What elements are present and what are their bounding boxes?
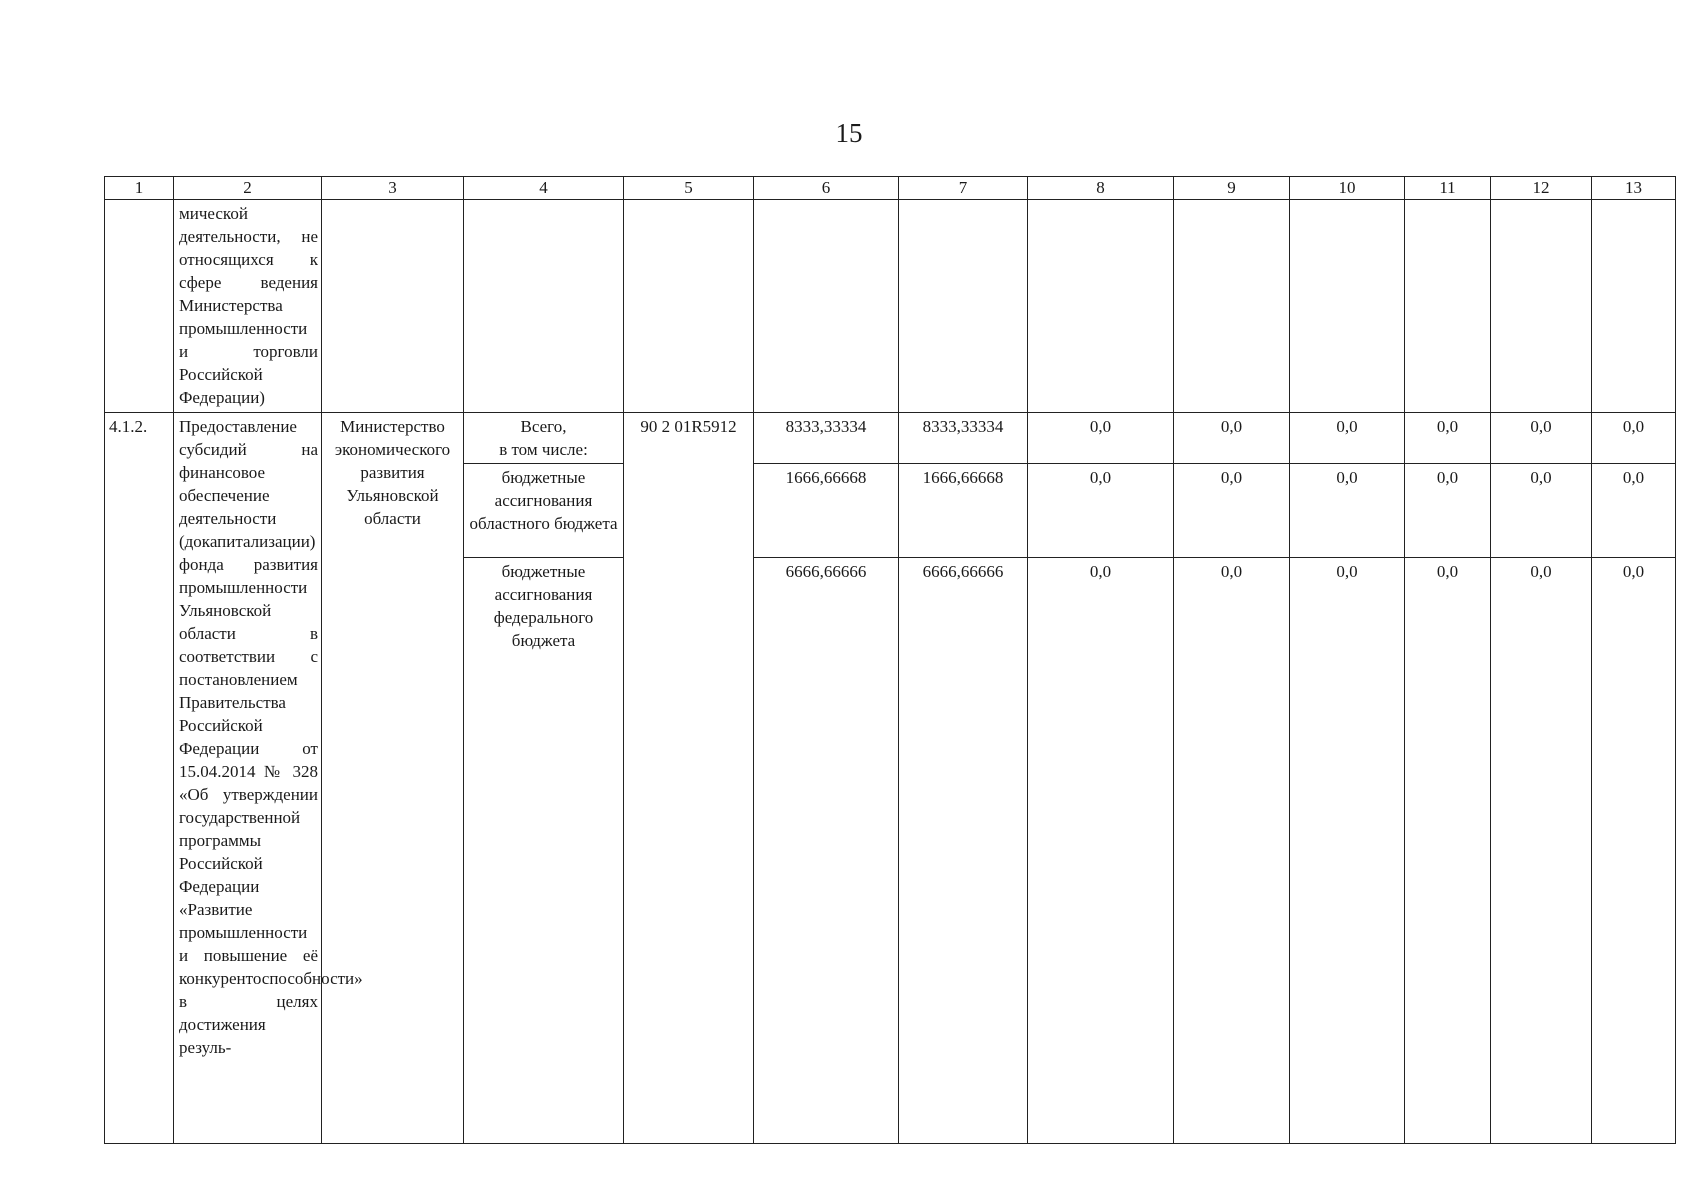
value-cell: 0,0 xyxy=(1491,464,1592,558)
header-cell-5: 5 xyxy=(624,177,754,200)
header-cell-12: 12 xyxy=(1491,177,1592,200)
budget-code: 90 2 01R5912 xyxy=(624,413,754,1144)
header-cell-10: 10 xyxy=(1290,177,1405,200)
value-cell: 6666,66666 xyxy=(754,558,899,1144)
value-cell: 1666,66668 xyxy=(754,464,899,558)
value-cell: 0,0 xyxy=(1405,464,1491,558)
value-cell: 8333,33334 xyxy=(899,413,1028,464)
continuation-row xyxy=(105,200,1676,413)
table-row xyxy=(105,413,1676,464)
value-cell: 0,0 xyxy=(1592,413,1676,464)
value-cell: 0,0 xyxy=(1405,413,1491,464)
value-cell: 1666,66668 xyxy=(899,464,1028,558)
header-cell-6: 6 xyxy=(754,177,899,200)
value-cell: 0,0 xyxy=(1290,558,1405,1144)
row-number: 4.1.2. xyxy=(105,413,174,1144)
header-row xyxy=(105,177,1676,200)
header-cell-1: 1 xyxy=(105,177,174,200)
header-cell-3: 3 xyxy=(322,177,464,200)
value-cell: 0,0 xyxy=(1028,413,1174,464)
value-cell: 0,0 xyxy=(1028,558,1174,1144)
value-cell: 6666,66666 xyxy=(899,558,1028,1144)
budget-table xyxy=(104,176,1676,1144)
header-cell-4: 4 xyxy=(464,177,624,200)
header-cell-9: 9 xyxy=(1174,177,1290,200)
funding-source: бюджетные ассигнования областного бюджета xyxy=(464,464,624,558)
funding-source: бюджетные ассигнования федерального бюджета xyxy=(464,558,624,1144)
value-cell: 0,0 xyxy=(1592,558,1676,1144)
value-cell: 0,0 xyxy=(1290,413,1405,464)
row-executor: Министерство экономического развития Ульяновской области xyxy=(322,413,464,1144)
value-cell: 0,0 xyxy=(1174,464,1290,558)
continuation-text: мической деятельности, не относящихся к сфере ведения Министерства промышленности и торговли Российской Федерации) xyxy=(174,200,322,413)
value-cell: 0,0 xyxy=(1290,464,1405,558)
header-cell-8: 8 xyxy=(1028,177,1174,200)
row-description: Предоставление субсидий на финансовое обеспечение деятельности (докапитализации) фонда развития промышленности Ульяновской области в соответствии с постановлением Правительства Российской Федерации от 15.04.2014 № 328 «Об утверждении государственной программы Российской Федерации «Развитие промышленности и повышение её конкурентоспособности» в целях достижения резуль- xyxy=(174,413,322,1144)
value-cell: 0,0 xyxy=(1174,413,1290,464)
value-cell: 0,0 xyxy=(1491,413,1592,464)
value-cell: 0,0 xyxy=(1592,464,1676,558)
header-cell-11: 11 xyxy=(1405,177,1491,200)
funding-source: Всего, в том числе: xyxy=(464,413,624,464)
header-cell-2: 2 xyxy=(174,177,322,200)
value-cell: 0,0 xyxy=(1174,558,1290,1144)
header-cell-7: 7 xyxy=(899,177,1028,200)
value-cell: 0,0 xyxy=(1028,464,1174,558)
value-cell: 0,0 xyxy=(1405,558,1491,1144)
page-number: 15 xyxy=(835,118,863,148)
header-cell-13: 13 xyxy=(1592,177,1676,200)
value-cell: 8333,33334 xyxy=(754,413,899,464)
value-cell: 0,0 xyxy=(1491,558,1592,1144)
